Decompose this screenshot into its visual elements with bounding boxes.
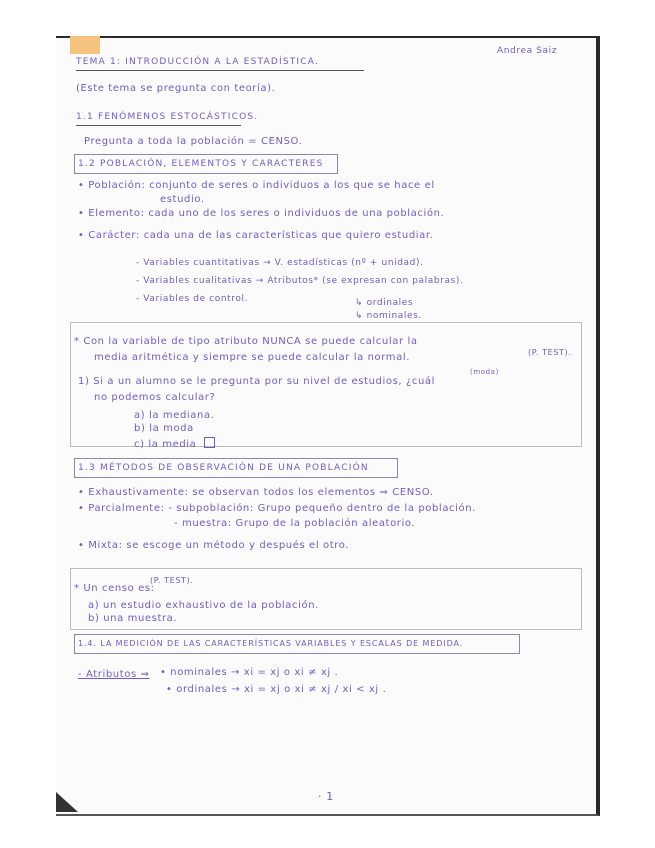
option-c-media xyxy=(134,436,215,451)
subtype-ordinales: ↳ ordinales xyxy=(355,298,414,308)
section-1-2-heading: 1.2 POBLACIÓN, ELEMENTOS Y CARACTERES xyxy=(78,159,324,169)
section-1-4-heading: 1.4. LA MEDICIÓN DE LAS CARACTERÍSTICAS VARIABLES Y ESCALAS DE MEDIDA. xyxy=(78,639,464,648)
scale-ordinales: • ordinales → xi = xj o xi ≠ xj / xi < xj . xyxy=(166,684,387,695)
author-name: Andrea Saiz xyxy=(497,46,558,56)
option-a-mediana: a) la mediana. xyxy=(134,410,215,421)
option-c-label: c) la media xyxy=(134,439,197,450)
section-1-3-heading: 1.3 MÉTODOS DE OBSERVACIÓN DE UNA POBLACIÓN xyxy=(78,463,369,473)
test-tag-2: (P. TEST). xyxy=(150,576,194,585)
question-1-line-2: no podemos calcular? xyxy=(94,392,216,403)
method-partial-muestra: - muestra: Grupo de la población aleatorio. xyxy=(174,518,416,529)
term-elemento: Elemento: xyxy=(88,208,145,219)
term-poblacion: Población: xyxy=(88,180,146,191)
sticky-note-tab xyxy=(70,36,100,54)
def-caracter: cada una de las características que quiero estudiar. xyxy=(143,230,434,241)
def-poblacion-cont: estudio. xyxy=(160,194,205,205)
method-partial: • Parcialmente: - subpoblación: Grupo pequeño dentro de la población. xyxy=(78,503,476,514)
option-b-moda: b) la moda xyxy=(134,423,194,434)
section-1-1-line: Pregunta a toda la población = CENSO. xyxy=(84,136,303,147)
variables-control: - Variables de control. xyxy=(136,294,249,304)
subtype-nominales: ↳ nominales. xyxy=(355,311,422,321)
moda-note: (moda) xyxy=(470,368,499,376)
census-option-a: a) un estudio exhaustivo de la población. xyxy=(88,600,319,611)
page-number: · 1 xyxy=(318,790,334,803)
variables-cuantitativas: - Variables cuantitativas → V. estadísticas (nº + unidad). xyxy=(136,258,424,268)
bullet-poblacion: • Población: conjunto de seres o individuos a los que se hace el xyxy=(78,180,435,191)
census-option-b: b) una muestra. xyxy=(88,613,178,624)
def-poblacion: conjunto de seres o individuos a los que se hace el xyxy=(149,180,435,191)
page-number-value: 1 xyxy=(326,790,334,803)
term-caracter: Carácter: xyxy=(88,230,140,241)
bullet-elemento: • Elemento: cada uno de los seres o individuos de una población. xyxy=(78,208,445,219)
method-exhaustive: • Exhaustivamente: se observan todos los elementos ⇒ CENSO. xyxy=(78,487,434,498)
def-elemento: cada uno de los seres o individuos de una población. xyxy=(148,208,445,219)
page-title: TEMA 1: INTRODUCCIÓN A LA ESTADÍSTICA. xyxy=(76,56,364,71)
atributos-label: - Atributos ⇒ xyxy=(78,669,150,680)
note-line-2: media aritmética y siempre se puede calcular la normal. xyxy=(94,352,411,363)
checkmark-icon xyxy=(204,437,215,448)
variables-cualitativas: - Variables cualitativas → Atributos* (se expresan con palabras). xyxy=(136,276,464,286)
header-note: (Este tema se pregunta con teoría). xyxy=(76,83,276,94)
note-line-1: * Con la variable de tipo atributo NUNCA se puede calcular la xyxy=(74,336,418,347)
page-corner-fold xyxy=(56,792,78,812)
bullet-caracter: • Carácter: cada una de las características que quiero estudiar. xyxy=(78,230,434,241)
question-1-line-1: 1) Si a un alumno se le pregunta por su nivel de estudios, ¿cuál xyxy=(78,376,436,387)
method-mixed: • Mixta: se escoge un método y después el otro. xyxy=(78,540,350,551)
scale-nominales: • nominales → xi = xj o xi ≠ xj . xyxy=(160,667,339,678)
section-1-1-heading: 1.1 FENÓMENOS ESTOCÁSTICOS. xyxy=(76,111,241,126)
test-tag-1: (P. TEST). xyxy=(528,348,572,357)
census-question: * Un censo es: xyxy=(74,583,155,594)
